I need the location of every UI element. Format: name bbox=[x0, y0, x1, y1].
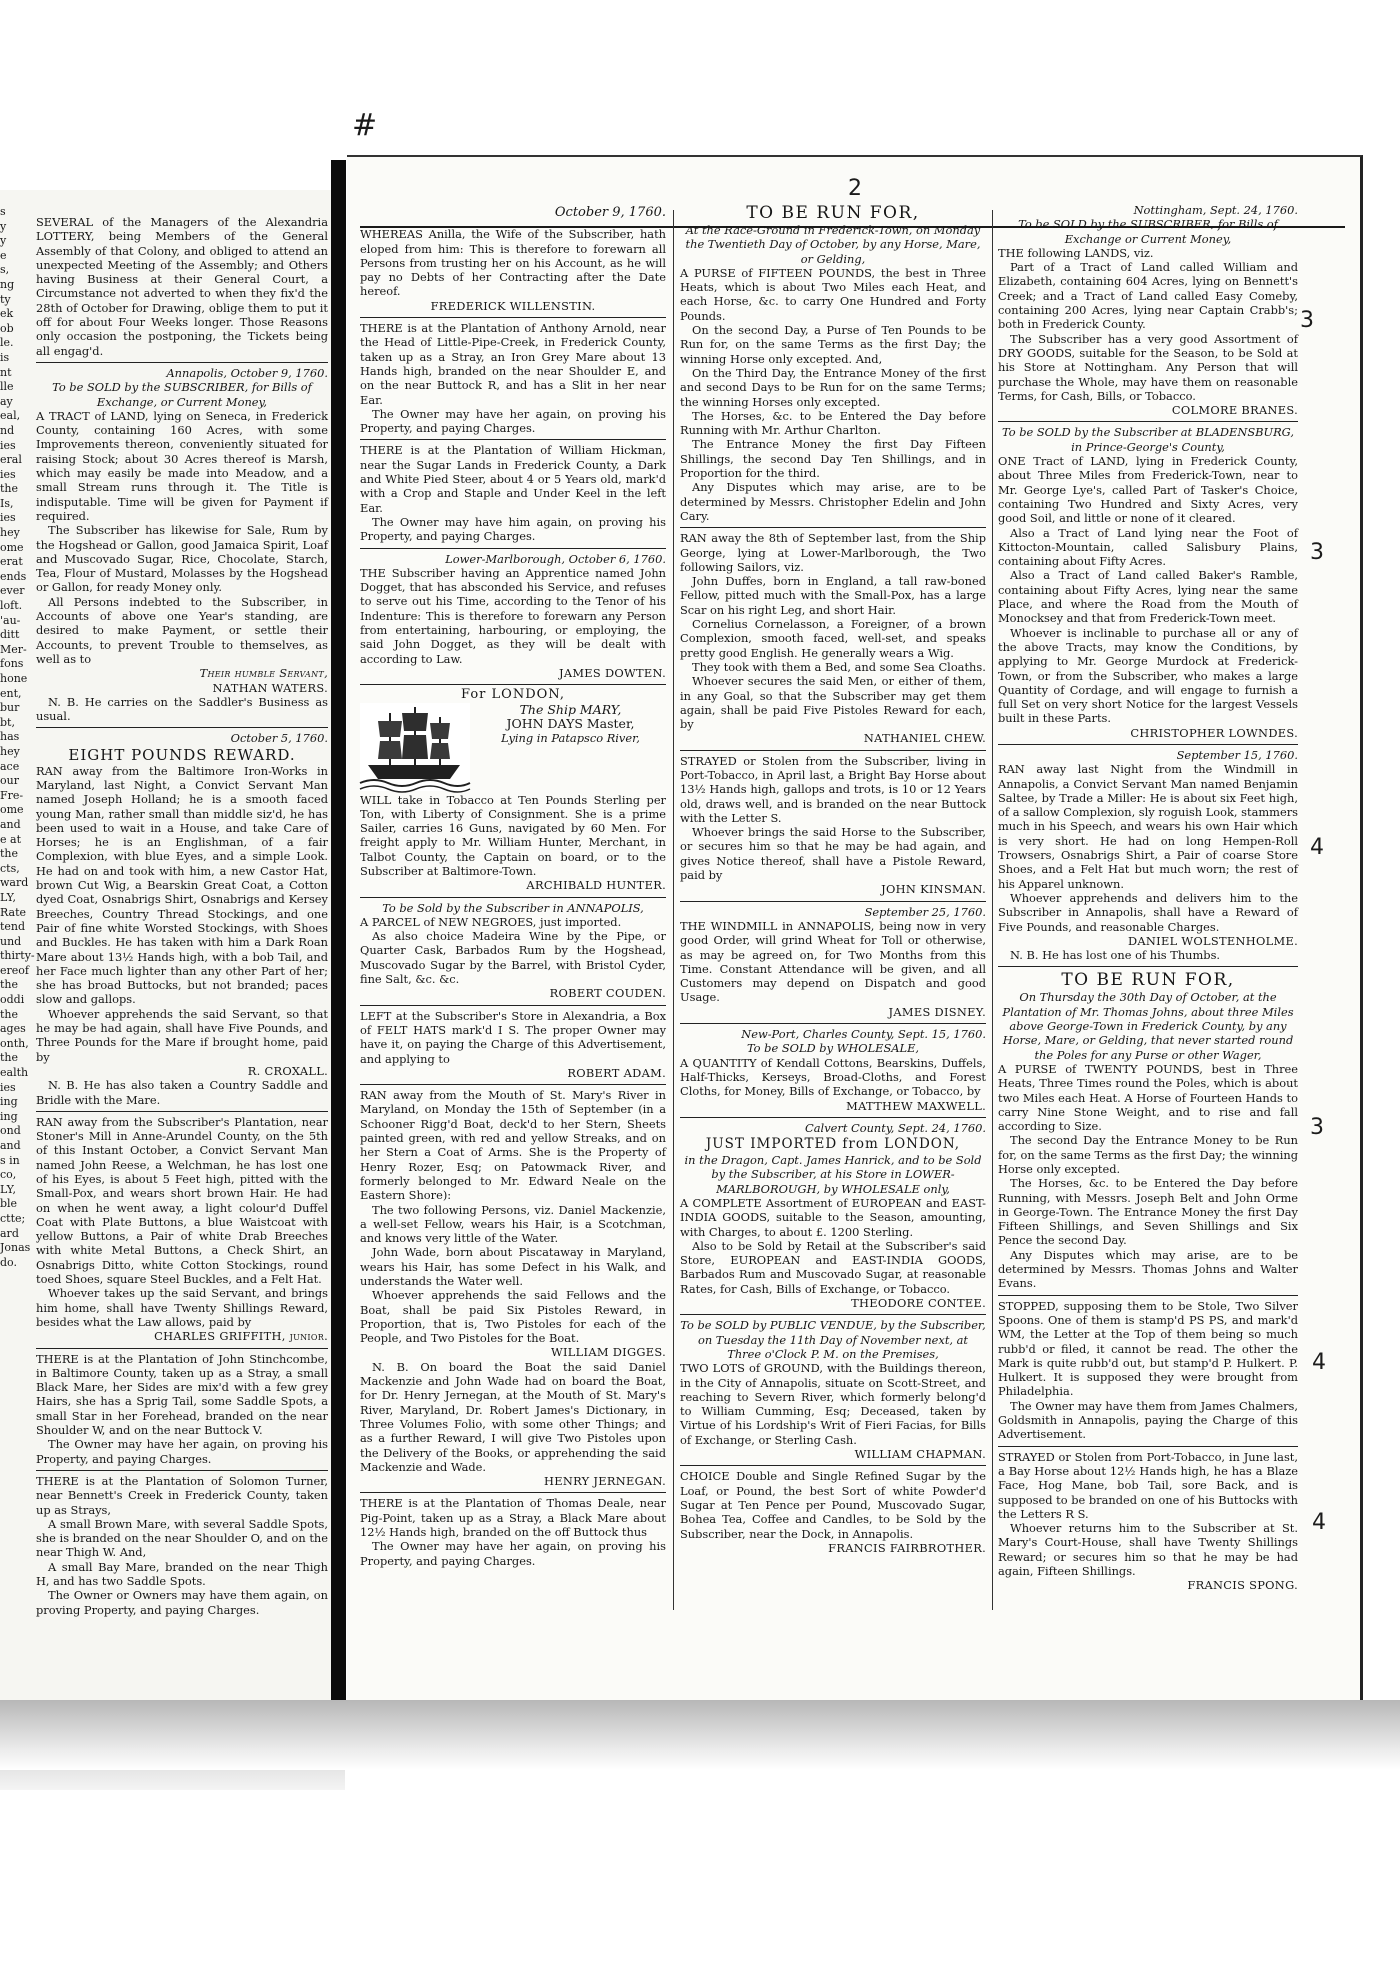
ad-waters-head: To be SOLD by the SUBSCRIBER, for Bills of Exchange, or Current Money, bbox=[52, 380, 312, 409]
edge-fragment: ies bbox=[0, 438, 16, 452]
edge-fragment: ends bbox=[0, 569, 27, 583]
ad-dowten-body: THE Subscriber having an Apprentice named John Dogget, that has absconded his Service, and refuses to serve out his Time, according to the Tenor of his Indenture: This is therefore to forewarn any Person from entertaining, harbouring, or employing, the said John Dogget, as they will be dealt with according to Law. bbox=[360, 565, 666, 666]
ad-adam bbox=[360, 1006, 666, 1085]
edge-fragment: hey bbox=[0, 526, 20, 540]
ad-wolstenholme-body2: Whoever apprehends and delivers him to the Subscriber in Annapolis, shall have a Reward of Five Pounds, and reasonable Charges. bbox=[998, 890, 1298, 934]
edge-fragment: ard bbox=[0, 1226, 19, 1240]
ad-maxwell-date: New-Port, Charles County, Sept. 15, 1760. bbox=[741, 1027, 986, 1042]
ad-spong-body: STRAYED or Stolen from Port-Tobacco, in June last, a Bay Horse about 12½ Hands high, he has a Blaze Face, Hog Mane, bob Tail, sore Back, and is supposed to be branded on one of his Buttocks with the Letters R S. bbox=[998, 1449, 1298, 1521]
edge-fragment: co, bbox=[0, 1168, 17, 1182]
ad-turner-body3: A small Bay Mare, branded on the near Thigh H, and has two Saddle Spots. bbox=[36, 1559, 328, 1589]
edge-fragment: fons bbox=[0, 657, 24, 671]
ad-fairbrother bbox=[680, 1466, 986, 1559]
edge-fragment: ealth bbox=[0, 1066, 29, 1080]
race-body2: On the second Day, a Purse of Ten Pounds to be Run for, on the same Terms as the first Day; the winning Horse only excepted. And, bbox=[680, 323, 986, 366]
issue-date: October 9, 1760. bbox=[554, 205, 666, 220]
ad-wolstenholme-nb: N. B. He has lost one of his Thumbs. bbox=[1010, 948, 1221, 963]
ad-wolstenholme bbox=[998, 745, 1298, 967]
ad-digges-body2: The two following Persons, viz. Daniel Mackenzie, a well-set Fellow, wears his Hair, is a Scotchman, and knows very little of the Water. bbox=[360, 1202, 666, 1246]
ad-ship-name: The Ship MARY, bbox=[519, 701, 622, 717]
edge-fragment: lle bbox=[0, 380, 14, 394]
edge-fragment: 'au- bbox=[0, 613, 21, 627]
edge-fragment: bur bbox=[0, 701, 20, 715]
ad-croxall-date: October 5, 1760. bbox=[230, 731, 328, 746]
edge-fragment: ng bbox=[0, 277, 15, 291]
column-2 bbox=[680, 200, 986, 1620]
ad-wolstenholme-sig: DANIEL WOLSTENHOLME. bbox=[1127, 933, 1298, 948]
edge-fragment: ing bbox=[0, 1095, 18, 1109]
page-gutter bbox=[331, 160, 346, 1720]
ad-ship-body: WILL take in Tobacco at Ten Pounds Sterling per Ton, with Liberty of Consignment. She is a prime Sailer, carries 16 Guns, navigated by 60 Men. For freight apply to Mr. William Hunter, Merchant, in Talbot County, the Captain on board, or to the Subscriber at Baltimore-Town. bbox=[360, 792, 666, 878]
ad-disney-sig: JAMES DISNEY. bbox=[888, 1004, 986, 1019]
margin-mark-1: 3 bbox=[1300, 308, 1314, 333]
race-head: TO BE RUN FOR, bbox=[746, 203, 920, 223]
column-1 bbox=[360, 206, 666, 1626]
edge-fragment: ies bbox=[0, 1080, 16, 1094]
race2-body4: Any Disputes which may arise, are to be determined by Messrs. Thomas Johns and Walter Evans. bbox=[998, 1247, 1298, 1291]
ad-fairbrother-sig: FRANCIS FAIRBROTHER. bbox=[828, 1540, 986, 1555]
ad-digges-body: RAN away from the Mouth of St. Mary's River in Maryland, on Monday the 15th of September (in a Schooner Rigg'd Boat, deck'd to her Stern, Sheets painted green, with red and yellow Streaks, and on her Stern a Coat of Arms. She is the Property of Henry Rozer, Esq; on Patowmack River, and formerly belonged to Mr. Edward Neale on the Eastern Shore): bbox=[360, 1088, 666, 1203]
edge-fragment: ek bbox=[0, 307, 14, 321]
ad-waters-sig1: Their humble Servant, bbox=[199, 666, 328, 681]
ad-couden-head: To be Sold by the Subscriber in ANNAPOLIS, bbox=[382, 900, 644, 915]
ad-hulkert bbox=[998, 1296, 1298, 1447]
edge-fragment: ace bbox=[0, 759, 20, 773]
edge-fragment: the bbox=[0, 1007, 19, 1021]
ad-branes-body2: Part of a Tract of Land called William and Elizabeth, containing 604 Acres, lying on Bennett's Creek; and a Tract of Land called Easy Comeby, containing 200 Acres, lying near Captain Crabb's; both in Frederick County. bbox=[998, 260, 1298, 332]
ad-contee-sub: in the Dragon, Capt. James Hanrick, and to be Sold by the Subscriber, at his Store in LOWER-MARLBOROUGH, by WHOLESALE only, bbox=[684, 1153, 982, 1196]
edge-fragment: erat bbox=[0, 555, 23, 569]
edge-fragment: ent, bbox=[0, 686, 22, 700]
ad-disney bbox=[680, 902, 986, 1024]
ad-chew-sig: NATHANIEL CHEW. bbox=[863, 731, 986, 746]
race2-body3: The Horses, &c. to be Entered the Day before Running, with Messrs. Joseph Belt and John Orme in George-Town. The Entrance Money the first Day Fifteen Shillings, and Seven Shillings and Six Pence the second Day. bbox=[998, 1176, 1298, 1248]
ad-lowndes-body: ONE Tract of LAND, lying in Frederick County, about Three Miles from Frederick-Town, near to Mr. George Lye's, called Part of Tasker's Choice, containing Two Hundred and Sixty Acres, very good Soil, and little or none of it cleared. bbox=[998, 454, 1298, 526]
edge-fragment: hone bbox=[0, 672, 28, 685]
ad-chapman-head: To be SOLD by PUBLIC VENDUE, by the Subscriber, on Tuesday the 11th Day of November next, at Three o'Clock P. M. on the Premises, bbox=[680, 1318, 986, 1361]
ad-hulkert-body: STOPPED, supposing them to be Stole, Two Silver Spoons. One of them is stamp'd PS PS, and mark'd WM, the Letter at the Top of them being so much rubb'd or filed, it cannot be read. The other the Mark is quite rubb'd out, but stamp'd P. Hulkert. P. Hulkert. It is supposed they were brought from Philadelphia. bbox=[998, 1298, 1298, 1399]
ad-digges-body4: Whoever apprehends the said Fellows and the Boat, shall be paid Six Pistoles Reward, in Proportion, that is, Two Pistoles for each of the People, and Two Pistoles for the Boat. bbox=[360, 1288, 666, 1346]
ad-maxwell-head: To be SOLD by WHOLESALE, bbox=[746, 1041, 920, 1056]
ad-lowndes-body3: Also a Tract of Land called Baker's Ramble, containing about Fifty Acres, lying near the same Place, and where the Road from the Mouth of Monocksey and that from Frederick-Town meet. bbox=[998, 568, 1298, 626]
ad-ship-mary bbox=[360, 685, 666, 897]
edge-fragment: ay bbox=[0, 394, 13, 408]
ad-ship-for: For LONDON, bbox=[461, 687, 565, 703]
ad-willenstin-body: WHEREAS Anilla, the Wife of the Subscriber, hath eloped from him: This is therefore to forewarn all Persons from trusting her on his Account, as he will pay no Debts of her Contracting after the Date hereof. bbox=[360, 227, 666, 299]
edge-fragment: s, bbox=[0, 263, 10, 277]
ad-couden-body: A PARCEL of NEW NEGROES, just imported. bbox=[360, 914, 622, 929]
left-page-edge-fragments bbox=[0, 205, 35, 1695]
edge-fragment: ome bbox=[0, 803, 24, 817]
ad-branes-body: THE following LANDS, viz. bbox=[998, 245, 1154, 260]
margin-mark-6: 4 bbox=[1312, 1510, 1326, 1535]
ad-griffith-body2: Whoever takes up the said Servant, and brings him home, shall have Twenty Shillings Reward, besides what the Law allows, paid by bbox=[36, 1286, 328, 1329]
ad-lottery bbox=[36, 212, 328, 363]
ad-turner bbox=[36, 1471, 328, 1621]
ad-contee-body2: Also to be Sold by Retail at the Subscriber's said Store, EUROPEAN and EAST-INDIA GOODS, Barbados Rum and Muscovado Sugar, at reasonable Rates, for Cash, Bills of Exchange, or Tobacco. bbox=[680, 1238, 986, 1296]
ad-couden bbox=[360, 898, 666, 1006]
ad-hickman bbox=[360, 440, 666, 548]
ad-dowten bbox=[360, 549, 666, 686]
ad-griffith bbox=[36, 1112, 328, 1349]
ad-kinsman-sig: JOHN KINSMAN. bbox=[881, 882, 986, 897]
ad-waters-body: A TRACT of LAND, lying on Seneca, in Frederick County, containing 160 Acres, with some Improvements thereon, conveniently situated for raising Stock; about 30 Acres thereof is Marsh, which may easily be made into Meadow, and a small Stream runs through it. The Title is indisputable. Time will be given for Payment if required. bbox=[36, 408, 328, 523]
edge-fragment: thirty- bbox=[0, 949, 35, 963]
left-page-column bbox=[36, 212, 328, 1702]
edge-fragment: ble bbox=[0, 1197, 18, 1211]
race-sub: At the Race-Ground in Frederick-Town, on Monday the Twentieth Day of October, by any Horse, Mare, or Gelding, bbox=[685, 223, 981, 266]
ad-chew-body: RAN away the 8th of September last, from the Ship George, lying at Lower-Marlborough, the Two following Sailors, viz. bbox=[680, 531, 986, 574]
edge-fragment: cts, bbox=[0, 861, 20, 875]
ad-maxwell-sig: MATTHEW MAXWELL. bbox=[846, 1098, 986, 1113]
ad-arnold bbox=[360, 318, 666, 440]
ad-croxall-body2: Whoever apprehends the said Servant, so that he may be had again, shall have Five Pounds, and Three Pounds for the Mare if brought home, paid by bbox=[36, 1006, 328, 1064]
ad-lowndes-body2: Also a Tract of Land lying near the Foot of Kittocton-Mountain, called Salisbury Plains, containing about Fifty Acres. bbox=[998, 525, 1298, 569]
ad-dowten-sig: JAMES DOWTEN. bbox=[558, 665, 666, 680]
edge-fragment: ditt bbox=[0, 628, 20, 642]
ad-fairbrother-body: CHOICE Double and Single Refined Sugar by the Loaf, or Pound, the best Sort of white Powder'd Sugar at Ten Pence per Pound, Muscovado Sugar, Bohea Tea, Coffee and Candles, to be Sold by the Subscriber, near the Dock, in Annapolis. bbox=[680, 1469, 986, 1541]
ad-chapman-sig: WILLIAM CHAPMAN. bbox=[854, 1447, 986, 1462]
ad-dowten-date: Lower-Marlborough, October 6, 1760. bbox=[445, 551, 666, 566]
edge-fragment: Jonas bbox=[0, 1241, 31, 1255]
ad-willenstin-sig: FREDERICK WILLENSTIN. bbox=[430, 298, 596, 313]
ad-branes-head: To be SOLD by the SUBSCRIBER, for Bills of Exchange or Current Money, bbox=[1018, 217, 1278, 246]
ad-turner-body4: The Owner or Owners may have them again, on proving Property, and paying Charges. bbox=[36, 1588, 328, 1617]
page-number: 2 bbox=[848, 176, 862, 201]
edge-fragment: and bbox=[0, 817, 21, 831]
edge-fragment: onth, bbox=[0, 1036, 29, 1050]
ad-chapman bbox=[680, 1315, 986, 1466]
ad-hickman-body: THERE is at the Plantation of William Hickman, near the Sugar Lands in Frederick County, a Dark and White Pied Steer, about 4 or 5 Years old, mark'd with a Crop and Staple and Under Keel in the left Ear. bbox=[360, 443, 666, 515]
ad-griffith-sig: CHARLES GRIFFITH, junior. bbox=[154, 1329, 328, 1344]
edge-fragment: has bbox=[0, 730, 20, 744]
ad-spong bbox=[998, 1447, 1298, 1597]
ad-kinsman bbox=[680, 751, 986, 902]
edge-fragment: e at bbox=[0, 832, 21, 846]
edge-fragment: oddi bbox=[0, 993, 25, 1007]
race-body3: On the Third Day, the Entrance Money of the first and second Days to be Run for on the same Terms; the winning Horses only excepted. bbox=[680, 365, 986, 409]
edge-fragment: ome bbox=[0, 540, 24, 554]
ad-spong-sig: FRANCIS SPONG. bbox=[1187, 1578, 1298, 1593]
ad-turner-body: THERE is at the Plantation of Solomon Turner, near Bennett's Creek in Frederick County, taken up as Strays, bbox=[36, 1473, 328, 1517]
ad-deale-body2: The Owner may have her again, on proving his Property, and paying Charges. bbox=[360, 1539, 666, 1568]
ad-waters-date: Annapolis, October 9, 1760. bbox=[166, 365, 328, 380]
ship-woodcut-icon bbox=[360, 703, 470, 791]
ad-waters-body3: All Persons indebted to the Subscriber, in Accounts of above one Year's standing, are desired to make Payment, or settle their Accounts, to prevent Trouble to themselves, as well as to bbox=[36, 594, 328, 666]
race-body5: The Entrance Money the first Day Fifteen Shillings, the second Day Ten Shillings, and in Proportion for the third. bbox=[680, 437, 986, 481]
ad-chew bbox=[680, 528, 986, 750]
race2-sub: On Thursday the 30th Day of October, at the Plantation of Mr. Thomas Johns, about three Miles above George-Town in Frederick County, by any Horse, Mare, or Gelding, that never started round the Poles for any Purse or other Wager, bbox=[1002, 990, 1294, 1062]
ad-branes-sig: COLMORE BRANES. bbox=[1171, 403, 1298, 418]
ad-maxwell bbox=[680, 1024, 986, 1118]
ad-race-georgetown bbox=[998, 967, 1298, 1295]
ad-contee bbox=[680, 1118, 986, 1316]
ad-arnold-body: THERE is at the Plantation of Anthony Arnold, near the Head of Little-Pipe-Creek, in Frederick County, taken up as a Stray, an Iron Grey Mare about 13 Hands high, branded on the near Shoulder E, and on the near Buttock R, and has a Slit in her near Ear. bbox=[360, 321, 666, 407]
ad-maxwell-body: A QUANTITY of Kendall Cottons, Bearskins, Duffels, Half-Thicks, Kerseys, Broad-Cloths, and Forest Cloths, for Money, Bills of Exchange, or Tobacco, by bbox=[680, 1055, 986, 1099]
edge-fragment: ob bbox=[0, 321, 14, 335]
ad-waters bbox=[36, 363, 328, 728]
edge-fragment: the bbox=[0, 1051, 19, 1065]
ad-adam-body: LEFT at the Subscriber's Store in Alexandria, a Box of FELT HATS mark'd I S. The proper Owner may have it, on paying the Charge of this Advertisement, and applying to bbox=[360, 1008, 666, 1066]
ad-ship-sig: ARCHIBALD HUNTER. bbox=[526, 878, 666, 893]
edge-fragment: ty bbox=[0, 292, 11, 306]
ad-couden-sig: ROBERT COUDEN. bbox=[549, 986, 666, 1001]
ad-branes bbox=[998, 200, 1298, 422]
edge-fragment: do. bbox=[0, 1255, 17, 1269]
hand-mark-top: # bbox=[352, 108, 378, 143]
ad-arnold-body2: The Owner may have her again, on proving his Property, and paying Charges. bbox=[360, 406, 666, 436]
ad-kinsman-body: STRAYED or Stolen from the Subscriber, living in Port-Tobacco, in April last, a Bright Bay Horse about 13½ Hands high, gallops and trots, is 10 or 12 Years old, draws well, and is branded on the near Buttock with the Letter S. bbox=[680, 753, 986, 825]
ad-hulkert-body2: The Owner may have them from James Chalmers, Goldsmith in Annapolis, paying the Charge of this Advertisement. bbox=[998, 1398, 1298, 1442]
ad-disney-body: THE WINDMILL in ANNAPOLIS, being now in very good Order, will grind Wheat for Toll or otherwise, as may be agreed on, for Two Months from this Time. Constant Attendance will be given, and all Customers may depend on Dispatch and good Usage. bbox=[680, 918, 986, 1005]
margin-mark-5: 4 bbox=[1312, 1350, 1326, 1375]
edge-fragment: und bbox=[0, 934, 22, 948]
ad-lottery-body: SEVERAL of the Managers of the Alexandria LOTTERY, being Members of the General Assembly of that Colony, and obliged to attend an unexpected Meeting of the Assembly; and Others having Business at their General Court, a Circumstance not adverted to when they fix'd the 28th of October for Drawing, oblige them to put it off for about Four Weeks longer. Those Reasons only occasion the postponing, the Tickets being all engag'd. bbox=[36, 215, 328, 358]
edge-fragment: ereof bbox=[0, 963, 29, 977]
ad-jernegan-sig: HENRY JERNEGAN. bbox=[543, 1474, 666, 1489]
edge-fragment: Fre- bbox=[0, 788, 24, 802]
ad-digges-body3: John Wade, born about Piscataway in Maryland, wears his Hair, has some Defect in his Walk, and understands the Water well. bbox=[360, 1245, 666, 1288]
ad-croxall-body: RAN away from the Baltimore Iron-Works in Maryland, last Night, a Convict Servant Man named Joseph Holland; he is a smooth faced young Man, rather small than middle siz'd, he has been used to wait in a House, and take Care of Horses; he is an Englishman, of a fair Complexion, with blue Eyes, and a simple Look. He had on and took with him, a new Castor Hat, brown Cut Wig, a Bearskin Great Coat, a Cotton dyed Coat, Osnabrigs Shirt, Osnabrigs and Kersey Breeches, Country Thread Stockings, and one Pair of fine white Worsted Stockings, with Shoes and Buckles. He has taken with him a Dark Roan Mare about 13½ Hands high, with a bob Tail, and her Face much lighter than any other Part of her; she has broad Buttocks, but not branded; paces slow and gallops. bbox=[36, 763, 328, 1007]
ad-stinchcombe-body: THERE is at the Plantation of John Stinchcombe, in Baltimore County, taken up as a Stray, a small Black Mare, her Sides are mix'd with a few grey Hairs, she has a Sprig Tail, some Saddle Spots, a small Star in her Forehead, branded on the near Shoulder W, and on the near Buttock V. bbox=[36, 1351, 328, 1438]
ad-disney-date: September 25, 1760. bbox=[864, 904, 986, 919]
ad-waters-sig2: NATHAN WATERS. bbox=[212, 680, 328, 695]
edge-fragment: ies bbox=[0, 467, 16, 481]
column-rule-2 bbox=[992, 210, 993, 1610]
ad-kinsman-body2: Whoever brings the said Horse to the Subscriber, or secures him so that he may be had again, and gives Notice thereof, shall have a Pistole Reward, paid by bbox=[680, 825, 986, 883]
ad-waters-nb: N. B. He carries on the Saddler's Business as usual. bbox=[36, 694, 328, 724]
ad-griffith-body: RAN away from the Subscriber's Plantation, near Stoner's Mill in Anne-Arundel County, on the 5th of this Instant October, a Convict Servant Man named John Reese, a Welchman, he has lost one of his Eyes, is about 5 Feet high, pitted with the Small-Pox, and wears short brown Hair. He had on when he went away, a light colour'd Duffel Coat with Plate Buttons, a blue Waistcoat with yellow Buttons, a Pair of white Drab Breeches with white Metal Buttons, a Check Shirt, an Osnabrigs Ditto, white Cotton Stockings, round toed Shoes, square Steel Buckles, and a Felt Hat. bbox=[36, 1114, 328, 1287]
ad-deale bbox=[360, 1493, 666, 1571]
ad-chew-body4: They took with them a Bed, and some Sea Cloaths. bbox=[692, 659, 986, 674]
edge-fragment: ages bbox=[0, 1022, 26, 1036]
race-body4: The Horses, &c. to be Entered the Day before Running with Mr. Arthur Charlton. bbox=[680, 408, 986, 438]
ad-spong-body2: Whoever returns him to the Subscriber at St. Mary's Court-House, shall have Twenty Shillings Reward; or secures him so that he may be had again, Fifteen Shillings. bbox=[998, 1521, 1298, 1579]
edge-fragment: Is, bbox=[0, 496, 14, 510]
edge-fragment: the bbox=[0, 978, 19, 992]
margin-mark-3: 4 bbox=[1310, 835, 1324, 860]
edge-fragment: ward bbox=[0, 876, 29, 890]
ad-contee-sig: THEODORE CONTEE. bbox=[851, 1296, 986, 1311]
ad-branes-date: Nottingham, Sept. 24, 1760. bbox=[1133, 203, 1298, 217]
ad-wolstenholme-body: RAN away last Night from the Windmill in Annapolis, a Convict Servant Man named Benjamin Saltee, by Trade a Miller: He is about six Feet high, of a sallow Complexion, sly roguish Look, stammers much in his Speech, and wears his own Hair which is very short. He had on long Hempen-Roll Trowsers, Osnabrigs Shirt, a Pair of coarse Store Shoes, and a Felt Hat but much worn; the rest of his Apparel unknown. bbox=[998, 762, 1298, 891]
ad-croxall-sig: R. CROXALL. bbox=[247, 1063, 328, 1078]
edge-fragment: Rate bbox=[0, 905, 27, 919]
margin-mark-2: 3 bbox=[1310, 540, 1324, 565]
ad-race-frederick bbox=[680, 200, 986, 528]
edge-fragment: is bbox=[0, 350, 10, 364]
ad-croxall-nb: N. B. He has also taken a Country Saddle and Bridle with the Mare. bbox=[36, 1078, 328, 1107]
ad-lowndes bbox=[998, 422, 1298, 745]
margin-mark-4: 3 bbox=[1310, 1115, 1324, 1140]
ad-stinchcombe bbox=[36, 1349, 328, 1471]
ad-stinchcombe-body2: The Owner may have her again, on proving his Property, and paying Charges. bbox=[36, 1437, 328, 1466]
page-bottom-shadow bbox=[0, 1700, 1400, 1770]
ad-couden-body2: As also choice Madeira Wine by the Pipe, or Quarter Cask, Barbados Rum by the Hogshead, Muscovado Sugar by the Barrel, with Bristol Cyder, fine Salt, &c. &c. bbox=[360, 929, 666, 987]
race-body: A PURSE of FIFTEEN POUNDS, the best in Three Heats, which is about Two Miles each Heat, and each Horse, &c. to carry One Hundred and Forty Pounds. bbox=[680, 265, 986, 323]
race2-head: TO BE RUN FOR, bbox=[1061, 970, 1235, 991]
edge-fragment: LY, bbox=[0, 1182, 16, 1196]
edge-fragment: the bbox=[0, 847, 19, 861]
ad-jernegan-body: N. B. On board the Boat the said Daniel Mackenzie and John Wade had on board the Boat, for Dr. Henry Jernegan, at the Mouth of St. Mary's River, Maryland, Dr. Robert James's Dictionary, in Three Volumes Folio, with some other Things; and as a further Reward, I will give Two Pistoles upon the Delivery of the Books, or apprehending the said Mackenzie and Wade. bbox=[360, 1359, 666, 1474]
race-body6: Any Disputes which may arise, are to be determined by Messrs. Christopher Edelin and John Cary. bbox=[680, 480, 986, 523]
ad-contee-date: Calvert County, Sept. 24, 1760. bbox=[805, 1120, 986, 1135]
edge-fragment: ever bbox=[0, 584, 25, 598]
ad-chew-body2: John Duffes, born in England, a tall raw-boned Fellow, pitted much with the Small-Pox, has a large Scar on his right Leg, and short Hair. bbox=[680, 574, 986, 617]
ad-digges bbox=[360, 1085, 666, 1493]
ad-ship-master: JOHN DAYS Master, bbox=[506, 715, 635, 731]
ad-chapman-body: TWO LOTS of GROUND, with the Buildings thereon, in the City of Annapolis, situate on Scott-Street, and reaching to Severn River, which formerly belong'd to William Cumming, Esq; Deceased, taken by Virtue of his Lordship's Writ of Fieri Facias, for Bills of Exchange, or Sterling Cash. bbox=[680, 1361, 986, 1447]
edge-fragment: and bbox=[0, 1139, 21, 1152]
ad-wolstenholme-date: September 15, 1760. bbox=[1176, 747, 1298, 762]
race2-body2: The second Day the Entrance Money to be Run for, on the same Terms as the first Day; the winning Horse only excepted. bbox=[998, 1133, 1298, 1176]
edge-fragment: our bbox=[0, 774, 19, 788]
ad-lowndes-sig: CHRISTOPHER LOWNDES. bbox=[1130, 725, 1298, 740]
ad-waters-body2: The Subscriber has likewise for Sale, Rum by the Hogshead or Gallon, good Jamaica Spirit, Loaf and Muscovado Sugar, Rice, Chocolate, Starch, Tea, Flour of Mustard, Molasses by the Hogshead or Gallon, for ready Money only. bbox=[36, 523, 328, 595]
edge-fragment: y bbox=[0, 219, 7, 233]
ad-croxall bbox=[36, 728, 328, 1111]
ad-willenstin bbox=[360, 224, 666, 318]
ad-lowndes-head: To be SOLD by the Subscriber at BLADENSBURG, in Prince-George's County, bbox=[1002, 425, 1294, 454]
ad-turner-body2: A small Brown Mare, with several Saddle Spots, she is branded on the near Shoulder O, and on the near Thigh W. And, bbox=[36, 1516, 328, 1560]
column-rule-1 bbox=[673, 210, 674, 1610]
edge-fragment: eal, bbox=[0, 409, 21, 423]
ad-digges-sig: WILLIAM DIGGES. bbox=[550, 1345, 666, 1360]
edge-fragment: bt, bbox=[0, 715, 15, 729]
edge-fragment: e bbox=[0, 248, 7, 262]
edge-fragment: eral bbox=[0, 453, 22, 467]
edge-fragment: nt bbox=[0, 365, 12, 379]
edge-fragment: loft. bbox=[0, 599, 23, 613]
edge-fragment: nd bbox=[0, 423, 15, 437]
edge-fragment: hey bbox=[0, 744, 20, 758]
ad-chew-body5: Whoever secures the said Men, or either of them, in any Goal, so that the Subscriber may get them again, shall be paid Five Pistoles Reward for each, by bbox=[680, 674, 986, 732]
ad-branes-body3: The Subscriber has a very good Assortment of DRY GOODS, suitable for the Season, to be Sold at his Store at Nottingham. Any Person that will purchase the Whole, may have them on reasonable Terms, for Cash, Bills, or Tobacco. bbox=[998, 331, 1298, 403]
edge-fragment: ctte; bbox=[0, 1211, 26, 1225]
column-3 bbox=[998, 200, 1298, 1620]
ad-deale-body: THERE is at the Plantation of Thomas Deale, near Pig-Point, taken up as a Stray, a Black Mare about 12½ Hands high, branded on the off Buttock thus bbox=[360, 1496, 666, 1540]
race2-body: A PURSE of TWENTY POUNDS, best in Three Heats, Three Times round the Poles, which is about two Miles each Heat. A Horse of Fourteen Hands to carry Nine Stone Weight, and to rise and fall according to Size. bbox=[998, 1061, 1298, 1134]
edge-fragment: le. bbox=[0, 336, 14, 350]
edge-fragment: LY, bbox=[0, 890, 16, 904]
edge-fragment: ing bbox=[0, 1109, 18, 1123]
edge-fragment: ond bbox=[0, 1124, 21, 1138]
edge-fragment: the bbox=[0, 482, 19, 496]
edge-fragment: Mer- bbox=[0, 642, 27, 656]
ad-contee-head: JUST IMPORTED from LONDON, bbox=[705, 1136, 961, 1153]
ad-ship-lying: Lying in Patapsco River, bbox=[501, 731, 640, 746]
ad-adam-sig: ROBERT ADAM. bbox=[567, 1065, 666, 1080]
edge-fragment: ies bbox=[0, 511, 16, 525]
edge-fragment: s bbox=[0, 205, 6, 218]
ad-chew-body3: Cornelius Cornelasson, a Foreigner, of a brown Complexion, smooth faced, well-set, and speaks pretty good English. He generally wears a Wig. bbox=[680, 617, 986, 660]
edge-fragment: s in bbox=[0, 1153, 20, 1167]
edge-fragment: tend bbox=[0, 920, 26, 934]
ad-lowndes-body4: Whoever is inclinable to purchase all or any of the above Tracts, may know the Conditions, by applying to Mr. George Murdock at Frederick-Town, or from the Subscriber, who makes a large Quantity of Cordage, and will engage to furnish a full Set on very short Notice for the largest Vessels built in these Parts. bbox=[998, 625, 1298, 726]
ad-contee-body: A COMPLETE Assortment of EUROPEAN and EAST-INDIA GOODS, suitable to the Season, amounting, with Charges, to about £. 1200 Sterling. bbox=[680, 1196, 986, 1239]
ad-hickman-body2: The Owner may have him again, on proving his Property, and paying Charges. bbox=[360, 514, 666, 544]
edge-fragment: y bbox=[0, 234, 7, 248]
ad-croxall-head: EIGHT POUNDS REWARD. bbox=[68, 745, 296, 764]
